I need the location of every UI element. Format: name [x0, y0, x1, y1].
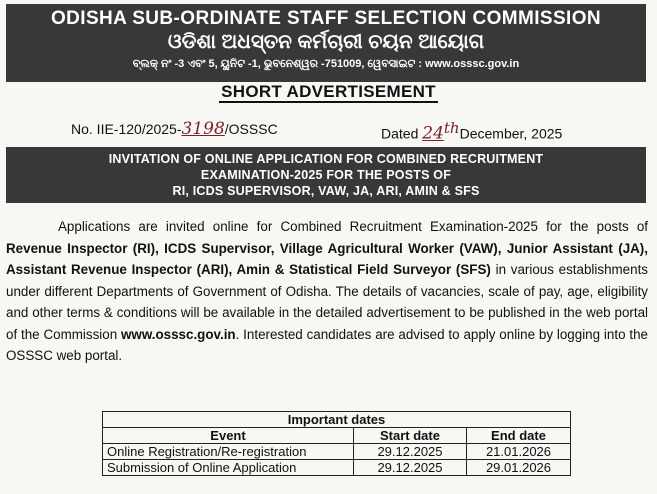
commission-address: ବ୍ଲକ୍ ନଂ -3 ଏବଂ 5, ୟୁନିଟ -1, ଭୁବନେଶ୍ୱର -751009, ୱେବସାଇଟ : www.osssc.gov.in: [132, 58, 520, 70]
reference-number: [71, 119, 278, 139]
important-dates-table: [102, 411, 571, 476]
body-details: in various establishments under different Departments of Government of Odisha. The details of vacancies, scale of pay, age, eligibility and other terms & conditions will be available in the detailed advertisement to be published in the web portal of the Commission: [6, 262, 648, 342]
row-event: Submission of Online Application: [103, 460, 354, 476]
row-start-date: 29.12.2025: [354, 460, 467, 476]
body-intro: Applications are invited online for Combined Recruitment Examination-2025 for the posts of: [58, 219, 648, 234]
invitation-banner: [6, 147, 646, 203]
header-start-date: Start date: [354, 428, 467, 444]
table-header-row: [103, 428, 571, 444]
ref-suffix: /OSSSC: [224, 121, 278, 137]
ref-handwritten: 3198: [181, 119, 225, 139]
body-closing: . Interested candidates are advised to apply online by logging into the OSSSC web portal.: [6, 326, 648, 363]
body-posts: Revenue Inspector (RI), ICDS Supervisor, Village Agricultural Worker (VAW), Junior Assistant (JA), Assistant Revenue Inspector (ARI), Amin & Statistical Field Surveyor (SFS): [6, 240, 648, 277]
commission-title: ODISHA SUB-ORDINATE STAFF SELECTION COMMISSION: [50, 8, 602, 29]
advertisement-body: [6, 216, 648, 367]
invitation-line-3: RI, ICDS SUPERVISOR, VAW, JA, ARI, AMIN & SFS: [172, 184, 480, 198]
invitation-line-2: EXAMINATION-2025 FOR THE POSTS OF: [200, 168, 452, 182]
dated-rest: December, 2025: [459, 125, 563, 142]
ref-prefix: No. IIE-120/2025-: [71, 121, 182, 137]
row-end-date: 29.01.2026: [467, 460, 571, 476]
notice-heading-text: SHORT ADVERTISEMENT: [221, 82, 436, 101]
table-caption: Important dates: [103, 412, 571, 428]
row-end-date: 21.01.2026: [467, 444, 571, 460]
row-start-date: 29.12.2025: [354, 444, 467, 460]
table-row: [103, 460, 571, 476]
notice-date: [381, 119, 562, 144]
commission-header: [6, 4, 646, 82]
invitation-line-1: INVITATION OF ONLINE APPLICATION FOR COMBINED RECRUITMENT: [108, 152, 544, 166]
notice-heading: [0, 82, 657, 102]
table-row: [103, 444, 571, 460]
header-event: Event: [103, 428, 354, 444]
commission-title-odia: ଓଡିଶା ଅଧସ୍ତନ କର୍ମଚାରୀ ଚୟନ ଆୟୋଗ: [167, 31, 485, 53]
body-portal-link[interactable]: www.osssc.gov.in: [121, 326, 236, 342]
dated-day: 24: [422, 123, 444, 144]
row-event: Online Registration/Re-registration: [103, 444, 354, 460]
header-end-date: End date: [467, 428, 571, 444]
dated-label: Dated: [381, 125, 419, 142]
dated-day-suffix: th: [443, 119, 460, 137]
